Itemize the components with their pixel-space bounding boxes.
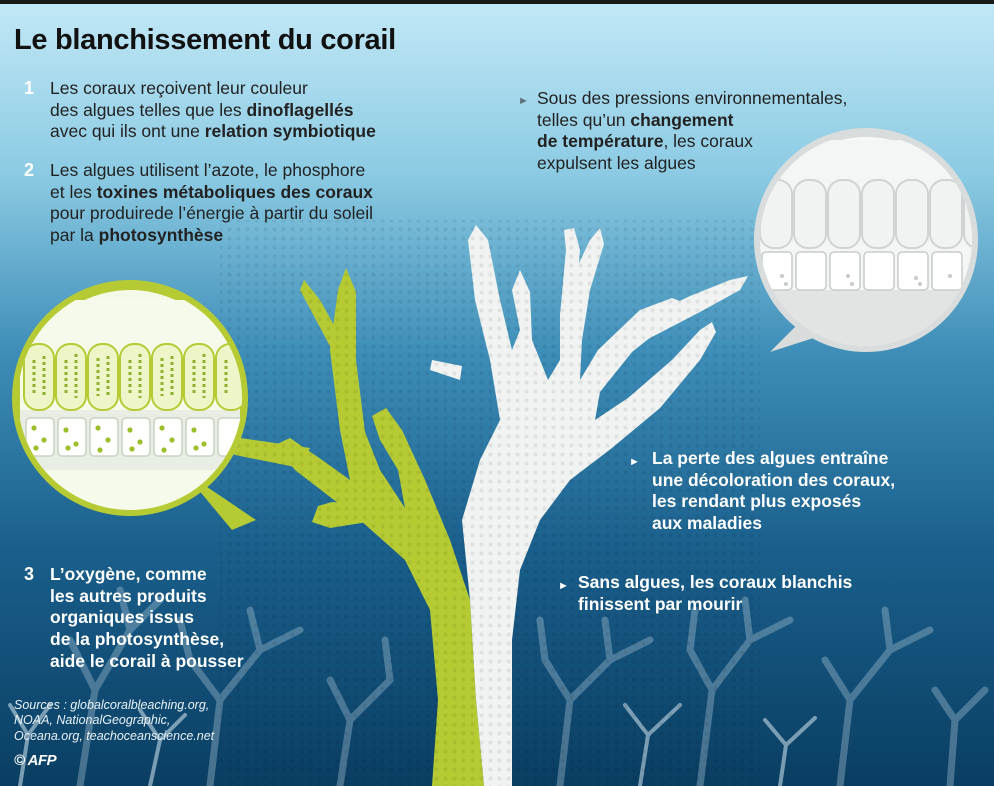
text-line: aux maladies bbox=[652, 513, 762, 534]
text-line: des algues telles que les dinoflagellés bbox=[50, 99, 354, 120]
text-line: Oceana.org, teachoceanscience.net bbox=[14, 728, 215, 743]
step-1-text bbox=[50, 78, 376, 143]
text-line: NOAA, NationalGeographic, bbox=[14, 713, 171, 728]
step-1-number: 1 bbox=[24, 78, 35, 98]
bullet-arrow-icon: ► bbox=[629, 456, 640, 468]
text-line: Sources : globalcoralbleaching.org, bbox=[14, 698, 210, 712]
text-line: Les algues utilisent l’azote, le phosphore bbox=[50, 160, 366, 180]
pressure-text bbox=[537, 88, 847, 175]
sources-note bbox=[14, 698, 214, 744]
text-line: Sans algues, les coraux blanchis bbox=[578, 572, 853, 592]
step-2-number: 2 bbox=[24, 160, 35, 180]
loss-text bbox=[652, 448, 895, 535]
text-line: finissent par mourir bbox=[578, 593, 743, 614]
text-line: une décoloration des coraux, bbox=[652, 469, 896, 490]
text-line: organiques issus bbox=[50, 607, 194, 628]
text-line: Les coraux reçoivent leur couleur bbox=[50, 78, 308, 98]
step-3-number: 3 bbox=[24, 564, 35, 584]
bullet-arrow-icon: ► bbox=[518, 95, 529, 107]
text-line: les rendant plus exposés bbox=[652, 491, 862, 512]
step-3-text bbox=[50, 564, 244, 672]
text-line: avec qui ils ont une relation symbiotique bbox=[50, 121, 376, 142]
text-line: L’oxygène, comme bbox=[50, 564, 207, 584]
text-line: et les toxines métaboliques des coraux bbox=[50, 181, 373, 202]
death-text bbox=[578, 572, 852, 615]
afp-logo: © AFP bbox=[14, 752, 57, 769]
text-line: par la photosynthèse bbox=[50, 225, 224, 246]
page-title: Le blanchissement du corail bbox=[14, 24, 396, 56]
text-line: pour produirede l’énergie à partir du soleil bbox=[50, 203, 373, 224]
text-line: La perte des algues entraîne bbox=[652, 448, 889, 468]
text-line: expulsent les algues bbox=[537, 153, 696, 174]
text-line: aide le corail à pousser bbox=[50, 650, 244, 671]
text-line: les autres produits bbox=[50, 585, 207, 606]
text-line: de la photosynthèse, bbox=[50, 629, 225, 650]
text-line: de température, les coraux bbox=[537, 131, 753, 152]
text-line: telles qu’un changement bbox=[537, 109, 734, 130]
bullet-arrow-icon: ► bbox=[558, 580, 569, 592]
text-line: Sous des pressions environnementales, bbox=[537, 88, 848, 108]
step-2-text bbox=[50, 160, 373, 247]
